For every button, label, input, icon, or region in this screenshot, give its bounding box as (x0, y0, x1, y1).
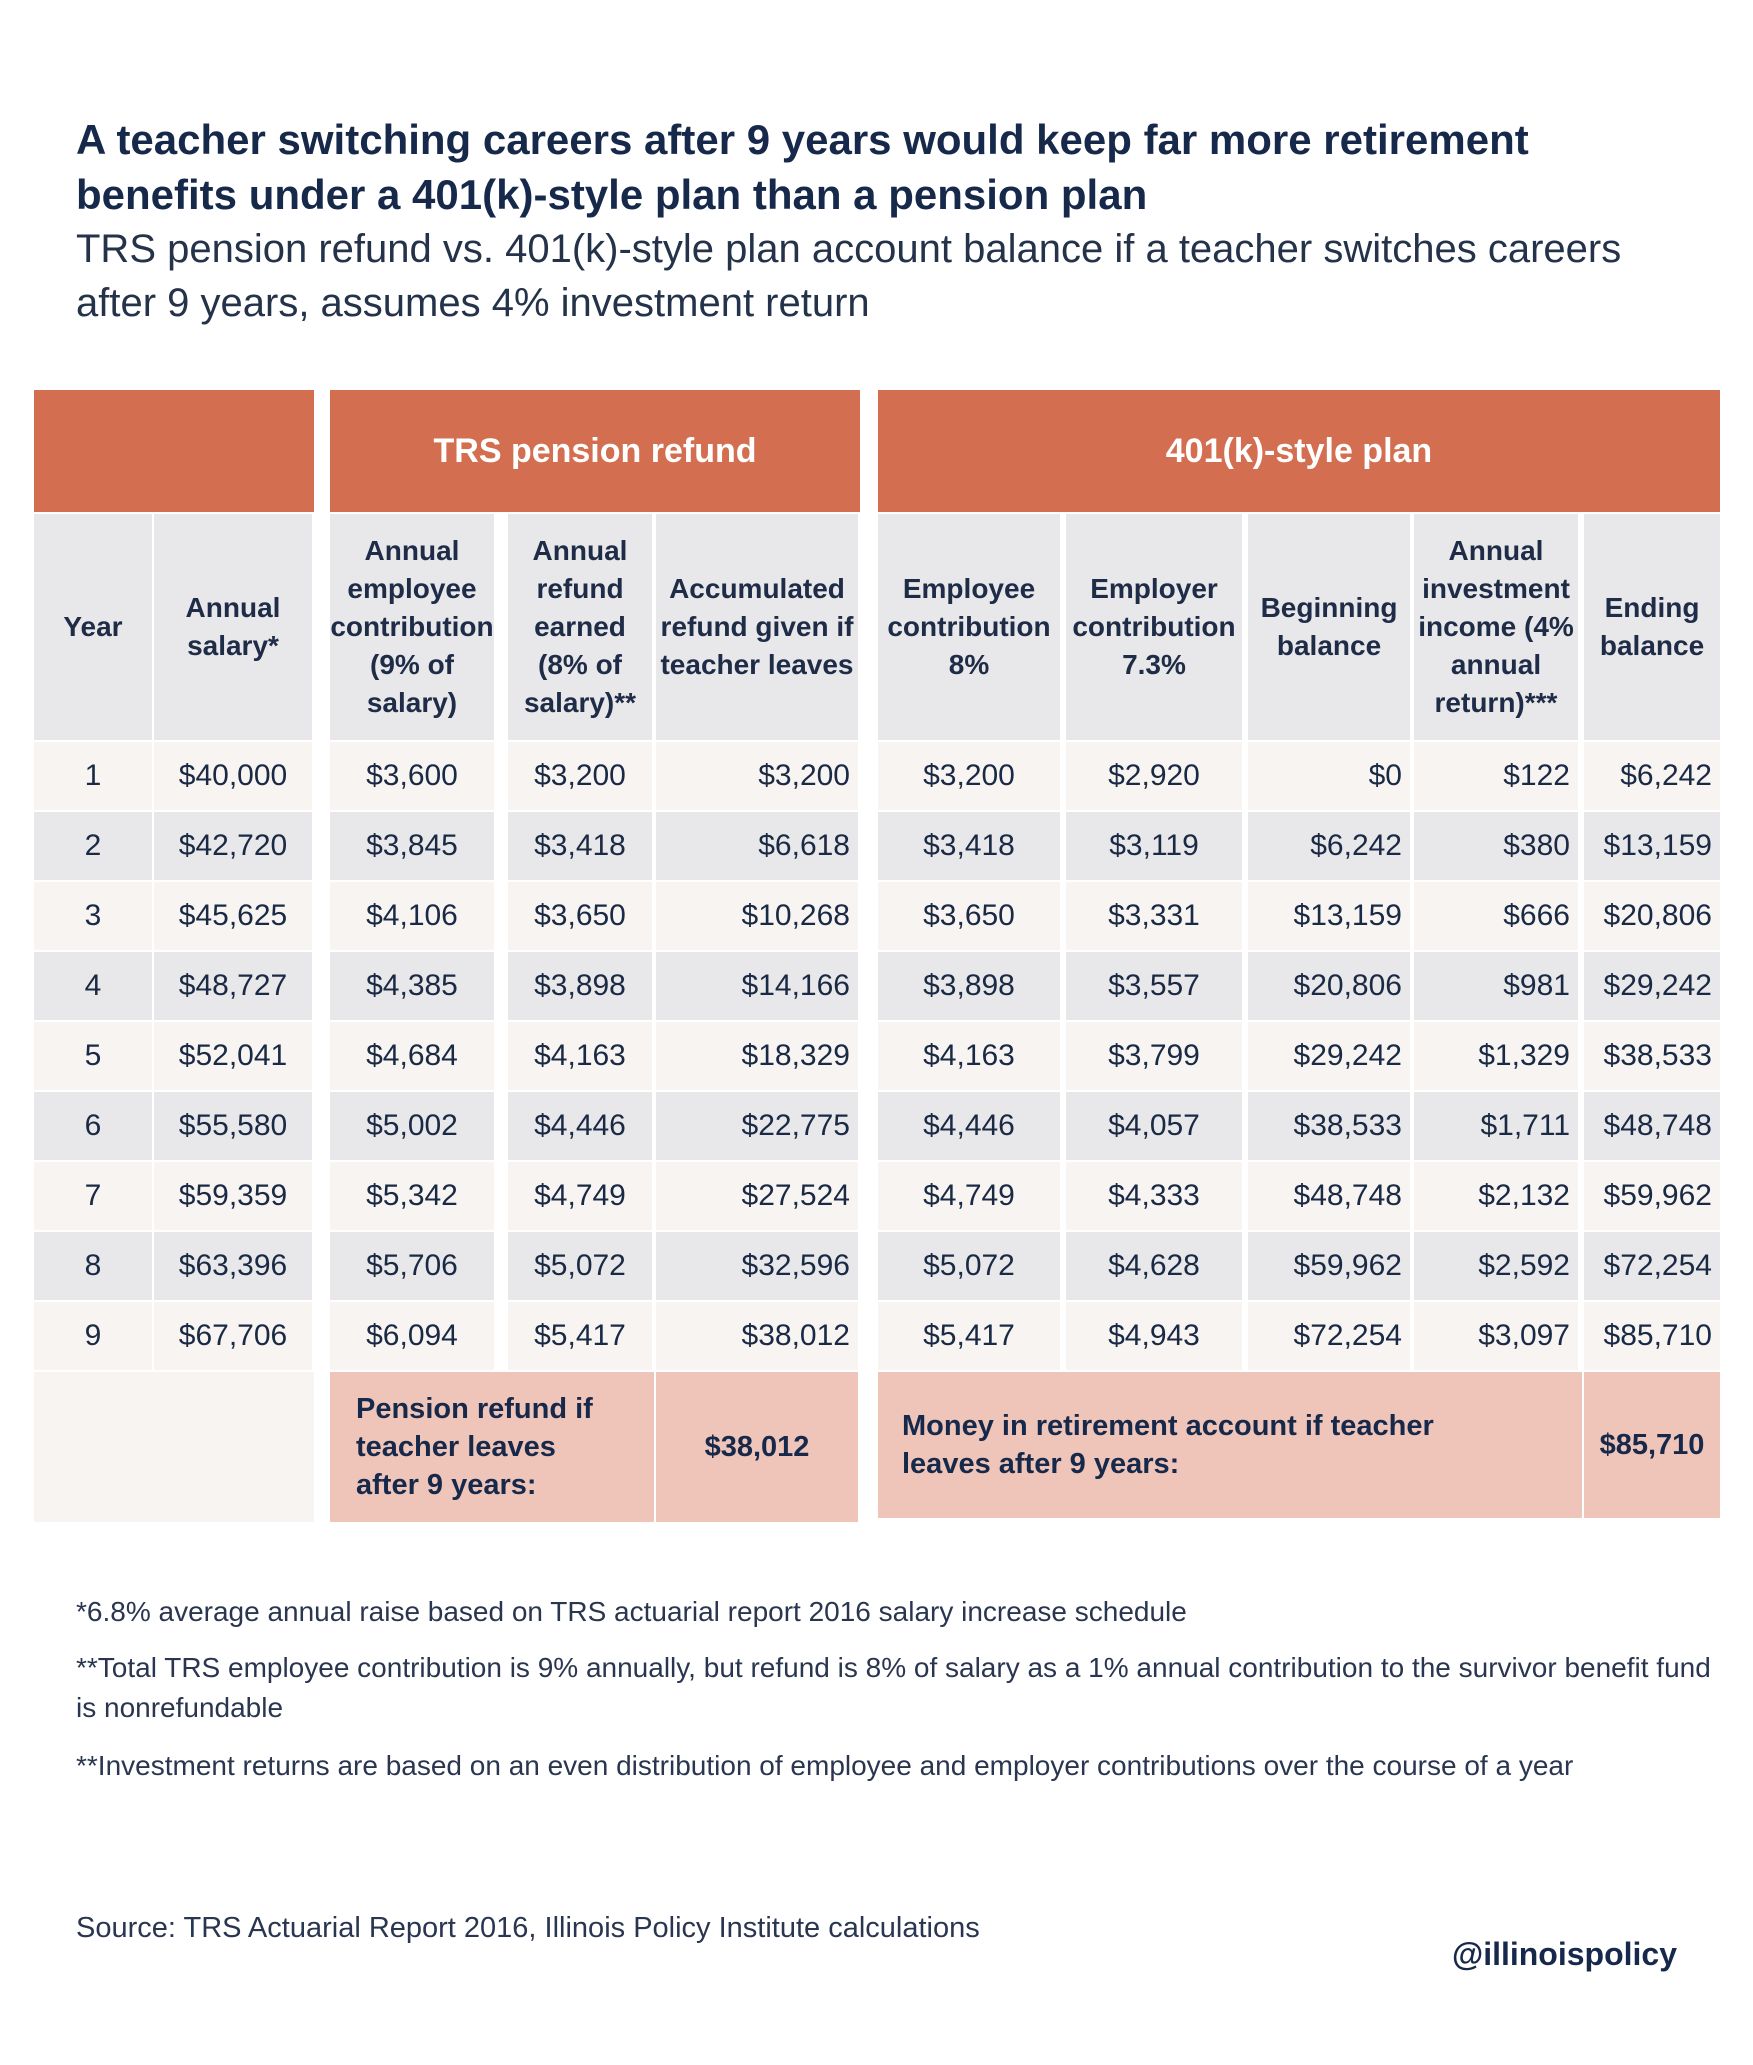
footnote-2: **Total TRS employee contribution is 9% annually, but refund is 8% of salary as a 1% annual contribution to the survivor benefit fund is nonrefundable (76, 1652, 1711, 1723)
table-cell-r6-c8: $38,533 (1248, 1092, 1410, 1160)
table-cell-r8-c1: 8 (34, 1232, 152, 1300)
table-cell-r2-c6: $3,418 (878, 812, 1060, 880)
column-header-10: Ending balance (1584, 514, 1720, 740)
group-header-trs: TRS pension refund (330, 390, 860, 512)
table-cell-r5-c10: $38,533 (1584, 1022, 1720, 1090)
table-cell-r3-c7: $3,331 (1066, 882, 1242, 950)
table-cell-r4-c9: $981 (1414, 952, 1578, 1020)
table-cell-r8-c10: $72,254 (1584, 1232, 1720, 1300)
table-cell-r4-c7: $3,557 (1066, 952, 1242, 1020)
table-cell-r5-c5: $18,329 (656, 1022, 858, 1090)
table-cell-r7-c5: $27,524 (656, 1162, 858, 1230)
table-cell-r9-c8: $72,254 (1248, 1302, 1410, 1370)
table-cell-r1-c4: $3,200 (508, 742, 652, 810)
table-cell-r3-c4: $3,650 (508, 882, 652, 950)
table-cell-r8-c2: $63,396 (154, 1232, 312, 1300)
column-header-6: Employee contribution 8% (878, 514, 1060, 740)
table-cell-r4-c5: $14,166 (656, 952, 858, 1020)
table-cell-r2-c5: $6,618 (656, 812, 858, 880)
table-cell-r6-c1: 6 (34, 1092, 152, 1160)
table-cell-r3-c1: 3 (34, 882, 152, 950)
table-cell-r9-c2: $67,706 (154, 1302, 312, 1370)
column-header-1: Year (34, 514, 152, 740)
table-cell-r3-c2: $45,625 (154, 882, 312, 950)
table-cell-r1-c8: $0 (1248, 742, 1410, 810)
table-cell-r2-c3: $3,845 (330, 812, 494, 880)
table-cell-r3-c6: $3,650 (878, 882, 1060, 950)
table-cell-r5-c6: $4,163 (878, 1022, 1060, 1090)
source-note: Source: TRS Actuarial Report 2016, Illinois Policy Institute calculations (76, 1912, 980, 1944)
table-cell-r7-c1: 7 (34, 1162, 152, 1230)
table-cell-r9-c9: $3,097 (1414, 1302, 1578, 1370)
table-cell-r2-c9: $380 (1414, 812, 1578, 880)
table-cell-r6-c5: $22,775 (656, 1092, 858, 1160)
table-cell-r8-c8: $59,962 (1248, 1232, 1410, 1300)
table-cell-r6-c7: $4,057 (1066, 1092, 1242, 1160)
footnote-3: **Investment returns are based on an even distribution of employee and employer contributions over the course of a year (76, 1750, 1574, 1781)
table-cell-r9-c6: $5,417 (878, 1302, 1060, 1370)
table-cell-r6-c4: $4,446 (508, 1092, 652, 1160)
table-cell-r8-c9: $2,592 (1414, 1232, 1578, 1300)
brand-handle: @illinoispolicy (1451, 1936, 1677, 1972)
table-cell-r7-c9: $2,132 (1414, 1162, 1578, 1230)
table-cell-r1-c2: $40,000 (154, 742, 312, 810)
column-header-3: Annual employee contribution (9% of salary) (330, 514, 494, 740)
table-cell-r4-c4: $3,898 (508, 952, 652, 1020)
group-header-401k: 401(k)-style plan (878, 390, 1720, 512)
table-cell-r4-c6: $3,898 (878, 952, 1060, 1020)
table-cell-r4-c2: $48,727 (154, 952, 312, 1020)
table-cell-r2-c1: 2 (34, 812, 152, 880)
summary-trs-value: $38,012 (656, 1372, 858, 1522)
table-cell-r4-c8: $20,806 (1248, 952, 1410, 1020)
table-cell-r3-c8: $13,159 (1248, 882, 1410, 950)
table-cell-r3-c5: $10,268 (656, 882, 858, 950)
table-cell-r9-c7: $4,943 (1066, 1302, 1242, 1370)
table-cell-r5-c1: 5 (34, 1022, 152, 1090)
table-cell-r6-c10: $48,748 (1584, 1092, 1720, 1160)
summary-401k-value: $85,710 (1584, 1372, 1720, 1518)
table-cell-r1-c5: $3,200 (656, 742, 858, 810)
table-cell-r3-c9: $666 (1414, 882, 1578, 950)
table-cell-r6-c3: $5,002 (330, 1092, 494, 1160)
table-cell-r8-c4: $5,072 (508, 1232, 652, 1300)
table-cell-r1-c9: $122 (1414, 742, 1578, 810)
page-subtitle: TRS pension refund vs. 401(k)-style plan account balance if a teacher switches careers after 9 years, assumes 4% investment return (76, 227, 1622, 325)
table-cell-r9-c5: $38,012 (656, 1302, 858, 1370)
table-cell-r2-c8: $6,242 (1248, 812, 1410, 880)
page-title: A teacher switching careers after 9 years would keep far more retirement benefits under a 401(k)-style plan than a pension plan (76, 116, 1529, 218)
table-cell-r5-c2: $52,041 (154, 1022, 312, 1090)
table-cell-r4-c3: $4,385 (330, 952, 494, 1020)
table-cell-r9-c10: $85,710 (1584, 1302, 1720, 1370)
table-cell-r7-c8: $48,748 (1248, 1162, 1410, 1230)
table-cell-r1-c7: $2,920 (1066, 742, 1242, 810)
column-header-4: Annual refund earned (8% of salary)** (508, 514, 652, 740)
table-cell-r9-c1: 9 (34, 1302, 152, 1370)
table-cell-r5-c8: $29,242 (1248, 1022, 1410, 1090)
table-cell-r3-c10: $20,806 (1584, 882, 1720, 950)
table-cell-r8-c6: $5,072 (878, 1232, 1060, 1300)
table-cell-r1-c3: $3,600 (330, 742, 494, 810)
table-cell-r6-c2: $55,580 (154, 1092, 312, 1160)
table-cell-r7-c6: $4,749 (878, 1162, 1060, 1230)
header-band-blank (34, 390, 314, 512)
table-cell-r4-c10: $29,242 (1584, 952, 1720, 1020)
table-cell-r1-c10: $6,242 (1584, 742, 1720, 810)
table-cell-r7-c7: $4,333 (1066, 1162, 1242, 1230)
column-header-2: Annual salary* (154, 514, 312, 740)
table-cell-r6-c9: $1,711 (1414, 1092, 1578, 1160)
table-cell-r7-c10: $59,962 (1584, 1162, 1720, 1230)
table-cell-r7-c3: $5,342 (330, 1162, 494, 1230)
table-cell-r8-c3: $5,706 (330, 1232, 494, 1300)
summary-blank (34, 1372, 314, 1522)
table-cell-r5-c7: $3,799 (1066, 1022, 1242, 1090)
table-cell-r6-c6: $4,446 (878, 1092, 1060, 1160)
table-cell-r2-c2: $42,720 (154, 812, 312, 880)
table-cell-r5-c9: $1,329 (1414, 1022, 1578, 1090)
summary-401k-label: Money in retirement account if teacher leaves after 9 years: (878, 1372, 1582, 1518)
table-cell-r2-c4: $3,418 (508, 812, 652, 880)
table-cell-r3-c3: $4,106 (330, 882, 494, 950)
column-header-7: Employer contribution 7.3% (1066, 514, 1242, 740)
table-cell-r7-c2: $59,359 (154, 1162, 312, 1230)
column-header-8: Beginning balance (1248, 514, 1410, 740)
table-cell-r9-c4: $5,417 (508, 1302, 652, 1370)
column-header-5: Accumulated refund given if teacher leaves (656, 514, 858, 740)
summary-trs-label: Pension refund if teacher leaves after 9 years: (330, 1372, 654, 1522)
table-cell-r2-c7: $3,119 (1066, 812, 1242, 880)
table-cell-r8-c7: $4,628 (1066, 1232, 1242, 1300)
table-cell-r2-c10: $13,159 (1584, 812, 1720, 880)
table-cell-r9-c3: $6,094 (330, 1302, 494, 1370)
footnote-1: *6.8% average annual raise based on TRS actuarial report 2016 salary increase schedule (76, 1596, 1187, 1627)
table-cell-r5-c3: $4,684 (330, 1022, 494, 1090)
table-cell-r4-c1: 4 (34, 952, 152, 1020)
column-header-9: Annual investment income (4% annual return)*** (1414, 514, 1578, 740)
table-cell-r8-c5: $32,596 (656, 1232, 858, 1300)
table-cell-r5-c4: $4,163 (508, 1022, 652, 1090)
table-cell-r7-c4: $4,749 (508, 1162, 652, 1230)
table-cell-r1-c6: $3,200 (878, 742, 1060, 810)
table-cell-r1-c1: 1 (34, 742, 152, 810)
